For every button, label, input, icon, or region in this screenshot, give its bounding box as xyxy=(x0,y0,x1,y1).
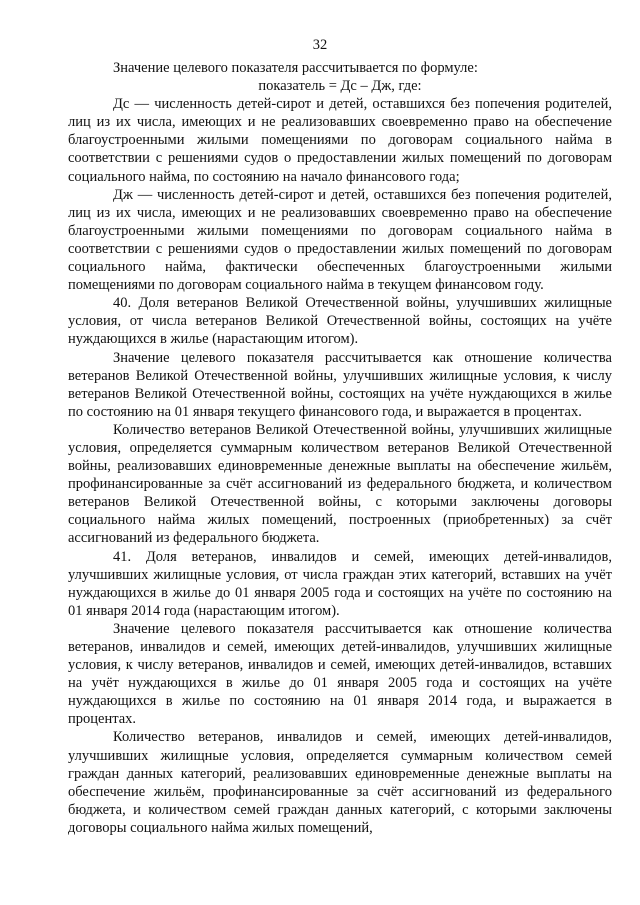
document-body xyxy=(68,59,612,837)
item-40-count-paragraph: Количество ветеранов Великой Отечественной войны, улучшивших жилищные условия, определяется суммарным количеством ветеранов Великой Отечественной войны, реализовавших единовременные денежные выплаты на обеспечение жильём, профинансированные за счёт ассигнований из федерального бюджета, и количеством ветеранов Великой Отечественной войны, с которыми заключены договоры социального найма жилых помещений, построенных (приобретенных) за счёт ассигнований из федерального бюджета. xyxy=(68,421,612,547)
item-41-count-paragraph: Количество ветеранов, инвалидов и семей, имеющих детей-инвалидов, улучшивших жилищные условия, определяется суммарным количеством семей граждан данных категорий, реализовавших единовременные денежные выплаты на обеспечение жильём, профинансированные за счёт ассигнований из федерального бюджета, и количеством семей граждан данных категорий, с которыми заключены договоры социального найма жилых помещений, xyxy=(68,729,612,836)
formula-intro-paragraph: Значение целевого показателя рассчитывается по формуле: xyxy=(113,60,478,76)
page-number: 32 xyxy=(312,37,328,53)
item-40-value-paragraph: Значение целевого показателя рассчитывается как отношение количества ветеранов Великой Отечественной войны, улучшивших жилищные условия, к числу ветеранов Великой Отечественной войны, состоящих на учёте нуждающихся в жилье по состоянию на 01 января текущего финансового года, и выражается в процентах. xyxy=(68,349,612,420)
item-40-heading: 40. Доля ветеранов Великой Отечественной войны, улучшивших жилищные условия, от числа ветеранов Великой Отечественной войны, состоящих на учёте нуждающихся в жилье (нарастающим итогом). xyxy=(68,295,612,348)
item-41-value-paragraph: Значение целевого показателя рассчитывается как отношение количества ветеранов, инвалидов и семей, имеющих детей-инвалидов, улучшивших жилищные условия, к числу ветеранов, инвалидов и семей, имеющих детей-инвалидов, вставших на учёт нуждающихся в жилье до 01 января 2005 года и состоящих на учёте нуждающихся в жилье по состоянию на 01 января 2014 года, и выражается в процентах. xyxy=(68,620,612,728)
formula-line: показатель = Дс – Дж, где: xyxy=(258,78,422,95)
definition-dzh-paragraph: Дж — численность детей-сирот и детей, оставшихся без попечения родителей, лиц из их числа, имеющих и не реализовавших своевременно право на обеспечение благоустроенными жилыми помещениями по договорам социального найма в соответствии с решениями судов о предоставлении жилых помещений по договорам социального найма, фактически обеспеченных благоустроенными жилыми помещениями по договорам социального найма в текущем финансовом году. xyxy=(68,186,612,294)
definition-ds-paragraph: Дс — численность детей-сирот и детей, оставшихся без попечения родителей, лиц из их числа, имеющих и не реализовавших своевременно право на обеспечение благоустроенными жилыми помещениями по договорам социального найма в соответствии с решениями судов о предоставлении жилых помещений по договорам социального найма, по состоянию на начало финансового года; xyxy=(68,96,612,185)
item-41-heading: 41. Доля ветеранов, инвалидов и семей, имеющих детей-инвалидов, улучшивших жилищные условия, от числа граждан этих категорий, вставших на учёт нуждающихся в жилье до 01 января 2005 года и состоящих на учёте по состоянию на 01 января 2014 года (нарастающим итогом). xyxy=(68,548,612,619)
